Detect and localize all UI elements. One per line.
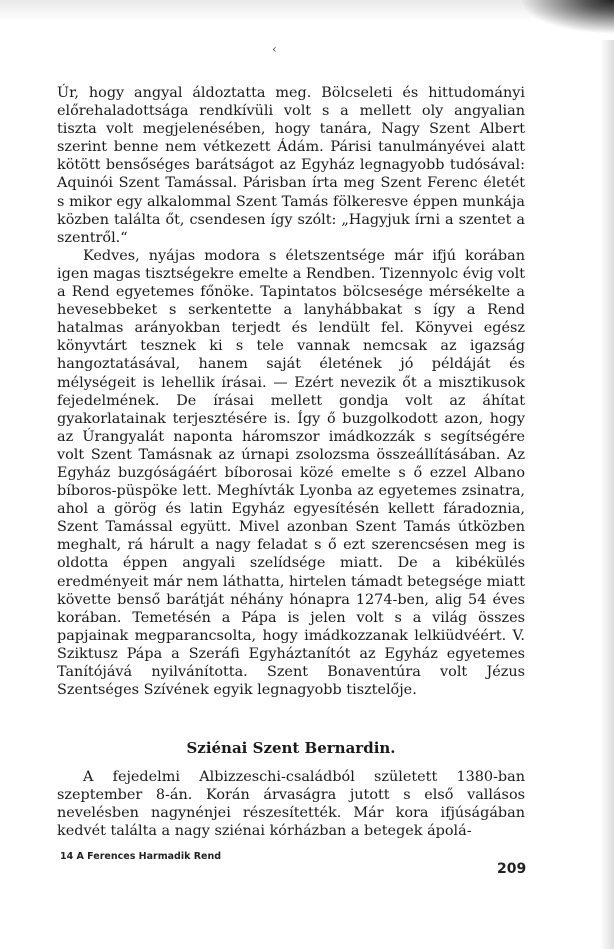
section-heading: Sziénai Szent Bernardin. [186,739,396,757]
body-text [57,84,525,699]
right-edge-shadow [600,40,614,949]
paragraph-bernardin: A fejedelmi Albizzeschi-családból született 1380-ban szeptember 8-án. Korán árvaságra jutott s első vallásos nevelésben nagynénjei részesítették. Már kora ifjúságában kedvét találta a nagy sziénai kórházban a betegek ápolá- [57,769,525,840]
printer-signature: 14 A Ferences Harmadik Rend [60,851,222,862]
paragraph-bonaventura: Kedves, nyájas modora s életszentsége már ifjú korában igen magas tisztségekre emelte a Rendben. Tizennyolc évig volt a Rend egyetemes főnöke. Tapintatos bölcsesége mérsékelte a hevesebbeket s serkentette a lanyhábbakat s így a Rend hatalmas arányokban terjedt és lendült fel. Könyvei egész könyvtárt tesznek ki s tele vannak nemcsak az igazság hangoztatásával, hanem saját életének jó példáját és mélységeit is lehellik írásai. — Ezért nevezik őt a misztikusok fejedelmének. De írásai mellett gondja volt az áhítat gyakorlatainak terjesztésére is. Így ő buzgolkodott azon, hogy az Úrangyalát naponta háromszor imádkozzák s segítségére volt Szent Tamásnak az úrnapi zsolozsma összeállításában. Az Egyház buzgóságáért bíborosai közé emelte s ő ezzel Albano bíboros-püspöke lett. Meghívták Lyonba az egyetemes zsinatra, ahol a görög és latin Egyház egyesítésén kellett fáradoznia, Szent Tamással együtt. Mivel azonban Szent Tamás útközben meghalt, rá hárult a nagy feladat s ő ezt szerencsésen meg is oldotta éppen angyali szelídsége miatt. De a kibékülés eredményeit már nem láthatta, hirtelen támadt betegsége miatt követte benső barátját néhány hónapra 1274-ben, alig 54 éves korában. Temetésén a Pápa is jelen volt s a világ összes papjainak megparancsolta, hogy imádkozzanak lelkiüdvéért. V. Sziktusz Pápa a Szeráfi Egyháztanítót az Egyház egyetemes Tanítójává nyilvánította. Szent Bonaventúra volt Jézus Szentséges Szívének egyik legnagyobb tisztelője. [57,247,525,699]
corner-smudge [504,0,614,40]
speck-mark: ‹ [272,42,277,56]
page-number: 209 [497,861,527,877]
paragraph-continuation: Úr, hogy angyal áldoztatta meg. Bölcseleti és hittudományi előrehaladottsága rendkívüli volt s a mellett oly angyalian tiszta volt megjelenésében, hogy tanára, Nagy Szent Albert szerint benne nem vétkezett Ádám. Párisi tanulmányévei alatt kötött bensőséges barátságot az Egyház legnagyobb tudósával: Aquinói Szent Tamással. Párisban írta meg Szent Ferenc életét s mikor egy alkalommal Szent Tamás fölkeresve éppen munkája közben találta őt, csendesen így szólt: „Hagyjuk írni a szentet a szentről.“ [57,85,525,246]
body-text-bernardin [57,768,525,840]
